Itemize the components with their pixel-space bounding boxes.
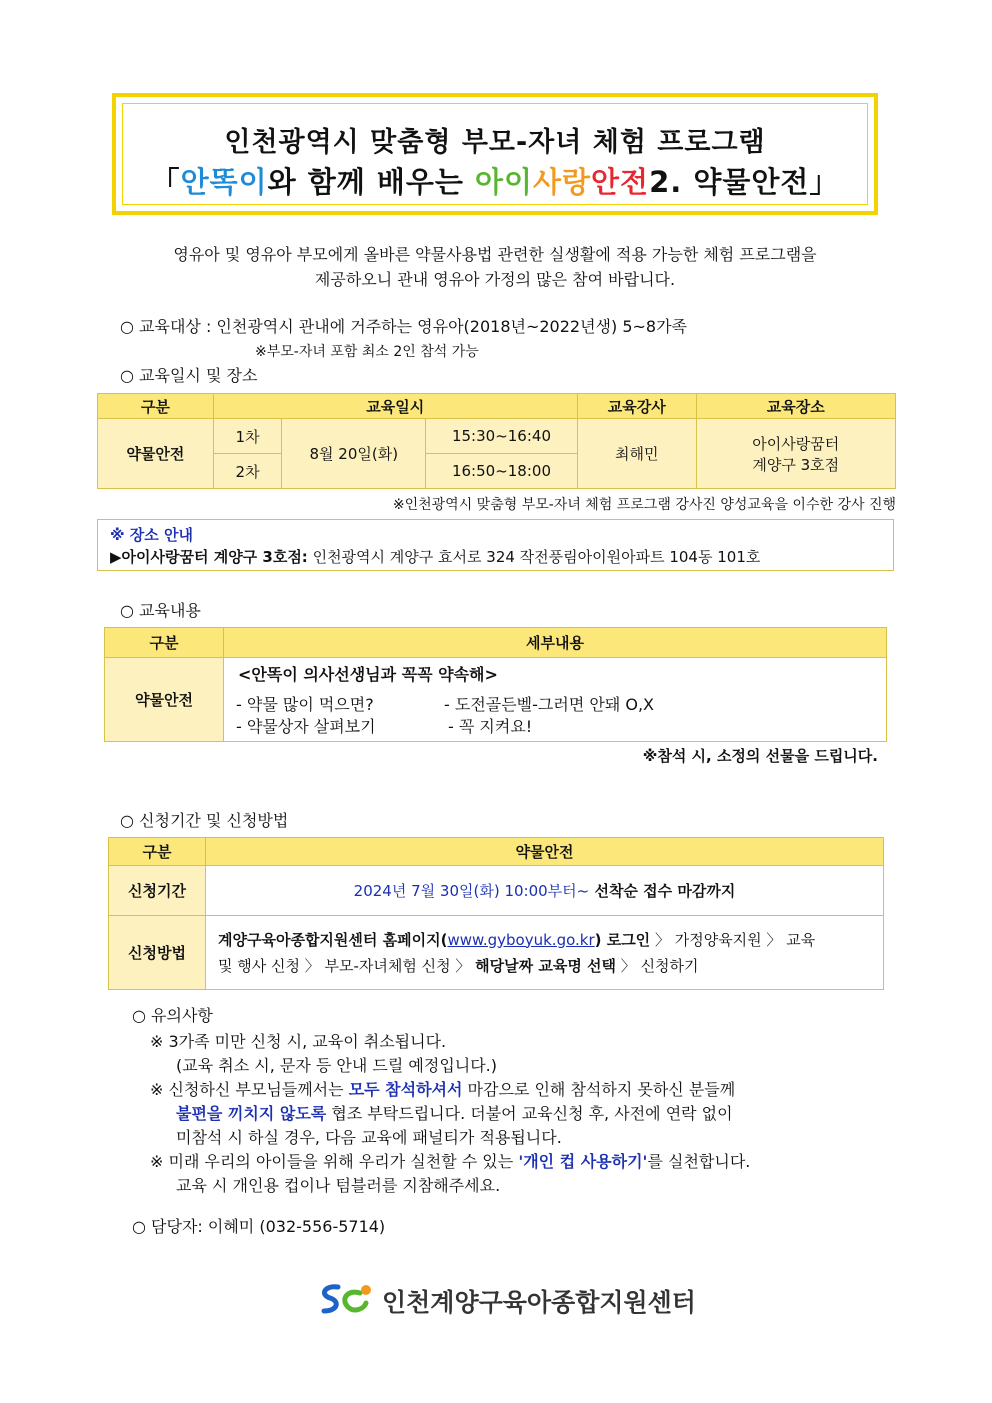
content-heading: ○ 교육내용 — [120, 601, 201, 620]
schedule-note: ※인천광역시 맞춤형 부모-자녀 체험 프로그램 강사진 양성교육을 이수한 강사 진행 — [392, 497, 896, 513]
venue-name: ▶아이사랑꿈터 계양구 3호점: — [110, 548, 308, 566]
center-logo — [318, 1281, 696, 1317]
apply-header-program: 약물안전 — [206, 838, 884, 866]
venue-address: 인천광역시 계양구 효서로 324 작전풍림아이원아파트 104동 101호 — [307, 548, 761, 566]
schedule-header-category: 구분 — [98, 394, 214, 419]
content-table — [104, 627, 887, 742]
title-bracket-open: 「 — [150, 165, 181, 199]
caution-3-a: ※ 미래 우리의 아이들을 위해 우리가 실천할 수 있는 — [150, 1152, 519, 1171]
title-andtogi: 안똑이 — [180, 165, 268, 199]
caution-2-c: 마감으로 인해 참석하지 못하신 분들께 — [462, 1080, 736, 1099]
content-category: 약물안전 — [105, 658, 224, 742]
schedule-header-instructor: 교육강사 — [577, 394, 696, 419]
apply-table — [108, 837, 884, 990]
caution-3-emphasis: '개인 컵 사용하기' — [518, 1152, 648, 1171]
content-item-1: - 약물 많이 먹으면? — [236, 695, 374, 714]
content-detail — [224, 658, 887, 742]
caution-3-line-1 — [150, 1150, 750, 1174]
title-sarang: 사랑 — [533, 165, 592, 199]
caution-2-line-3: 미참석 시 하실 경우, 다음 교육에 패널티가 적용됩니다. — [176, 1128, 562, 1147]
title-box — [112, 93, 878, 215]
caution-2-a: ※ 신청하신 부모님들께서는 — [150, 1080, 349, 1099]
caution-2-emphasis-2: 불편을 끼치지 않도록 — [176, 1104, 327, 1123]
content-title: <안똑이 의사선생님과 꼭꼭 약속해> — [238, 665, 498, 684]
target-note: ※부모-자녀 포함 최소 2인 참석 가능 — [255, 344, 479, 360]
title-line-2 — [123, 160, 867, 201]
schedule-date: 8월 20일(화) — [282, 419, 426, 489]
intro-line-2: 제공하오니 관내 영유아 가정의 많은 참여 바랍니다. — [314, 270, 676, 289]
schedule-instructor: 최해민 — [577, 419, 696, 489]
apply-period-label: 신청기간 — [109, 866, 206, 916]
title-line-1: 인천광역시 맞춤형 부모-자녀 체험 프로그램 — [224, 127, 766, 158]
schedule-header-place: 교육장소 — [696, 394, 895, 419]
schedule-time-1: 15:30~16:40 — [426, 419, 578, 454]
caution-2-e: 협조 부탁드립니다. 더불어 교육신청 후, 사전에 연락 없이 — [326, 1104, 733, 1123]
schedule-place-line-1: 아이사랑꿈터 — [752, 434, 840, 453]
content-header-detail: 세부내용 — [224, 628, 887, 658]
schedule-heading: ○ 교육일시 및 장소 — [120, 366, 258, 385]
apply-period — [206, 866, 884, 916]
schedule-round-2: 2차 — [213, 454, 282, 489]
apply-method-site: 계양구육아종합지원센터 홈페이지( — [218, 930, 448, 949]
title-ai: 아이 — [474, 165, 534, 199]
apply-method-line-2 — [218, 953, 883, 979]
caution-2-line-2 — [150, 1102, 750, 1126]
schedule-round-1: 1차 — [213, 419, 282, 454]
title-anjeon: 안전 — [591, 165, 650, 199]
caution-2-line-1 — [150, 1078, 750, 1102]
caution-3-line-2: 교육 시 개인용 컵이나 텀블러를 지참해주세요. — [176, 1176, 501, 1195]
cautions-block — [150, 1030, 750, 1198]
contact-line: ○ 담당자: 이혜미 (032-556-5714) — [132, 1217, 386, 1236]
apply-method-path-3: 〉 신청하기 — [616, 956, 699, 975]
center-logo-text: 인천계양구육아종합지원센터 — [382, 1288, 696, 1317]
center-logo-icon — [318, 1281, 378, 1317]
content-item-3: - 약물상자 살펴보기 — [236, 717, 376, 736]
schedule-time-2: 16:50~18:00 — [426, 454, 578, 489]
apply-period-rest: 선착순 접수 마감까지 — [589, 882, 736, 900]
venue-line — [110, 546, 760, 567]
title-end: 2. 약물안전」 — [649, 165, 840, 199]
apply-method-path-2: 및 행사 신청 〉 부모-자녀체험 신청 〉 — [218, 956, 476, 975]
target-line: ○ 교육대상 : 인천광역시 관내에 거주하는 영유아(2018년~2022년생) 5~8가족 — [120, 317, 687, 336]
venue-title: ※ 장소 안내 — [110, 526, 193, 544]
content-item-4: - 꼭 지켜요! — [448, 717, 533, 736]
apply-heading: ○ 신청기간 및 신청방법 — [120, 811, 289, 830]
schedule-place-line-2: 계양구 3호점 — [752, 455, 840, 474]
intro-line-1: 영유아 및 영유아 부모에게 올바른 약물사용법 관련한 실생활에 적용 가능한 체험 프로그램을 — [173, 245, 817, 264]
content-item-2: - 도전골든벨-그러면 안돼 O,X — [444, 695, 655, 714]
apply-method-login: ) 로그인 — [594, 930, 651, 949]
apply-header-category: 구분 — [109, 838, 206, 866]
venue-box — [97, 519, 894, 571]
apply-period-date: 2024년 7월 30일(화) 10:00부터~ — [353, 882, 590, 900]
schedule-category: 약물안전 — [98, 419, 214, 489]
gift-note: ※참석 시, 소정의 선물을 드립니다. — [642, 747, 878, 765]
title-inner-frame — [122, 103, 868, 205]
title-middle: 와 함께 배우는 — [267, 165, 475, 199]
apply-method-label: 신청방법 — [109, 916, 206, 990]
caution-2-emphasis: 모두 참석하셔서 — [348, 1080, 463, 1099]
schedule-place — [696, 419, 895, 489]
caution-3-c: 를 실천합니다. — [647, 1152, 751, 1171]
schedule-header-datetime: 교육일시 — [213, 394, 577, 419]
cautions-heading: ○ 유의사항 — [132, 1006, 213, 1025]
apply-method-line-1 — [218, 927, 883, 953]
caution-1-line-2: (교육 취소 시, 문자 등 안내 드릴 예정입니다.) — [176, 1056, 498, 1075]
apply-method-path-1: 〉 가정양육지원 〉 교육 — [650, 930, 816, 949]
schedule-table — [97, 393, 896, 489]
apply-method-select: 해당날짜 교육명 선택 — [475, 956, 617, 975]
content-header-category: 구분 — [105, 628, 224, 658]
caution-1-line-1: ※ 3가족 미만 신청 시, 교육이 취소됩니다. — [150, 1032, 447, 1051]
homepage-link[interactable]: www.gyboyuk.go.kr — [447, 930, 595, 949]
apply-method — [206, 916, 884, 990]
